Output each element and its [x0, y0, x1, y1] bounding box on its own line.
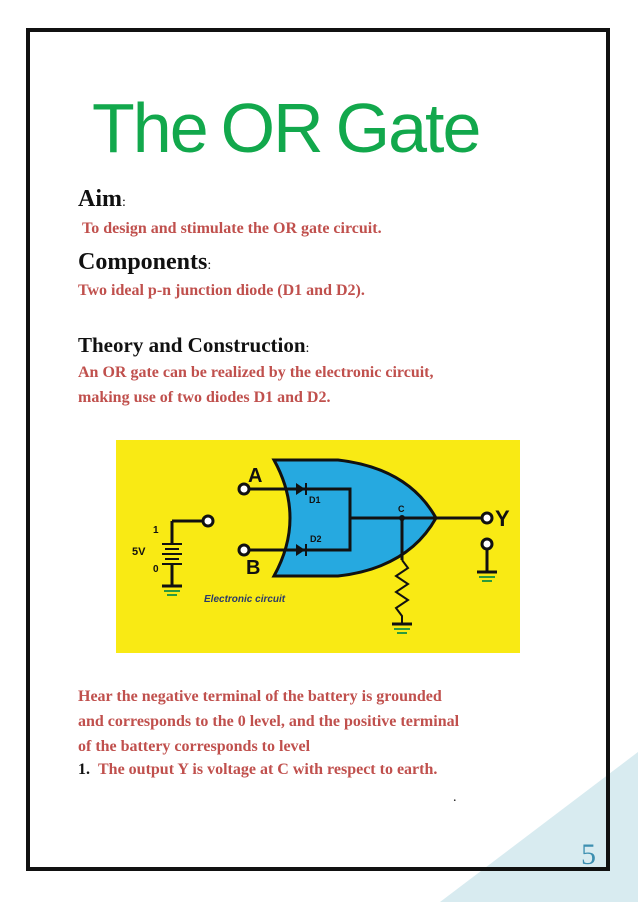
or-gate-circuit-diagram	[116, 440, 520, 653]
label-input-b: B	[246, 557, 261, 579]
page-title: The OR Gate	[92, 89, 480, 167]
label-battery-bottom: 0	[153, 564, 159, 575]
diagram-caption: Electronic circuit	[204, 594, 286, 605]
aim-heading: Aim:	[78, 186, 126, 212]
statement-1: 1. The output Y is voltage at C with respect to earth.	[78, 761, 438, 778]
label-battery-voltage: 5V	[132, 546, 146, 558]
explanation-text: Hear the negative terminal of the battery is grounded and corresponds to the 0 level, and the positive terminal of the battery corresponds to level	[78, 688, 460, 755]
label-input-a: A	[248, 465, 263, 487]
output-y-terminal	[482, 513, 492, 523]
input-b-terminal	[239, 545, 249, 555]
page-number: 5	[581, 838, 596, 871]
components-heading: Components:	[78, 249, 212, 275]
label-node-c: C	[398, 504, 405, 514]
theory-text: An OR gate can be realized by the electronic circuit, making use of two diodes D1 and D2.	[78, 364, 434, 406]
label-d1: D1	[309, 495, 321, 505]
theory-heading: Theory and Construction:	[78, 333, 310, 357]
label-d2: D2	[310, 534, 322, 544]
output-probe-terminal	[482, 539, 492, 549]
label-output-y: Y	[495, 506, 510, 531]
battery-terminal	[203, 516, 213, 526]
aim-text: To design and stimulate the OR gate circuit.	[82, 220, 382, 237]
trailing-dot: .	[453, 790, 457, 805]
label-battery-top: 1	[153, 525, 159, 536]
components-text: Two ideal p-n junction diode (D1 and D2).	[78, 282, 365, 299]
